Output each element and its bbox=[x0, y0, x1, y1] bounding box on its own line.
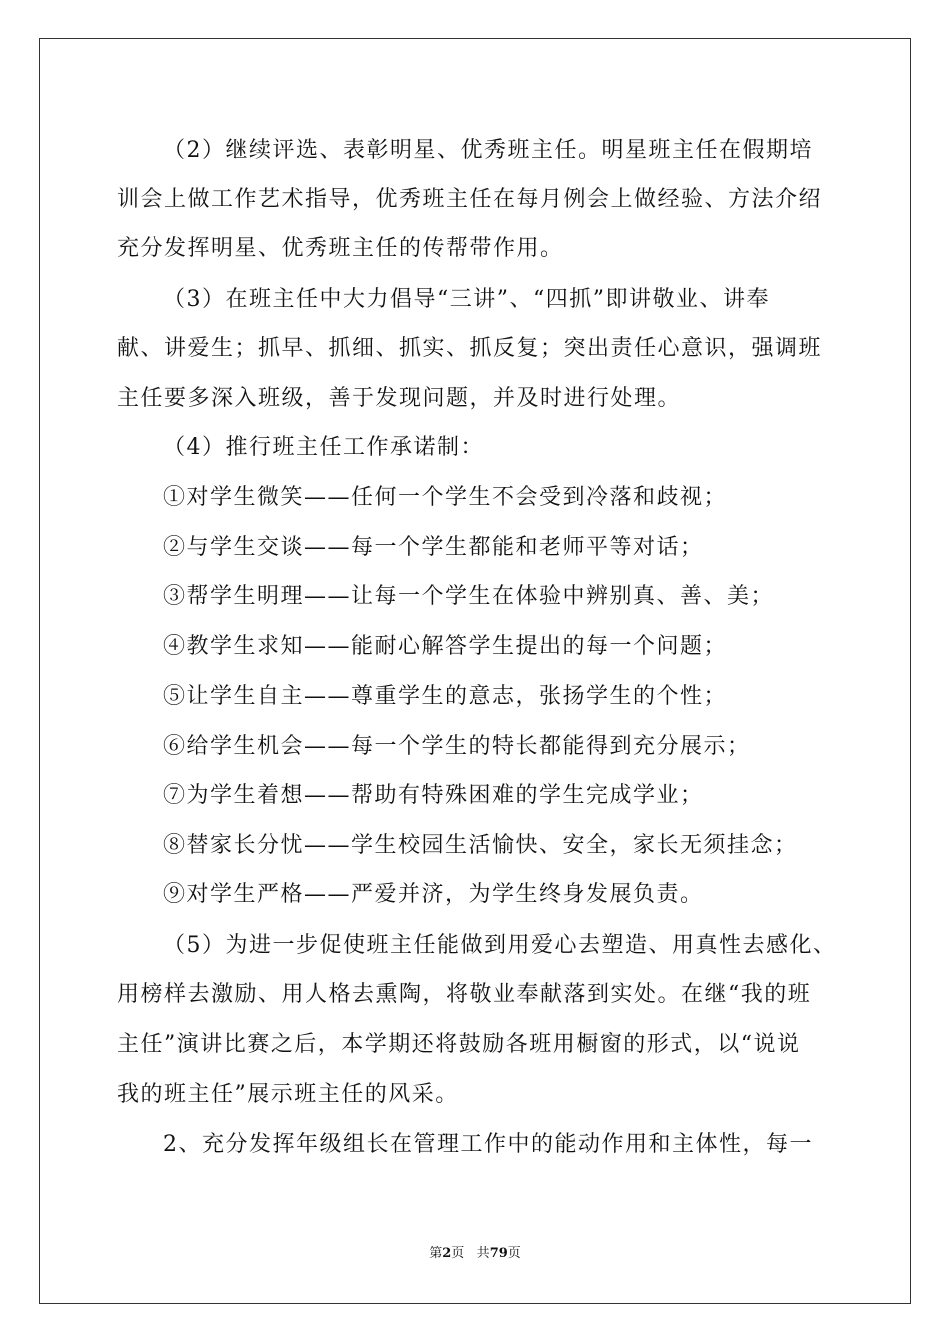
list-item: ⑦为学生着想——帮助有特殊困难的学生完成学业； bbox=[163, 783, 704, 808]
total-prefix: 共 bbox=[476, 1246, 490, 1261]
paragraph-line: （3）在班主任中大力倡导“三讲”、“四抓”即讲敬业、讲奉 bbox=[163, 287, 770, 312]
total-pages: 79 bbox=[489, 1246, 508, 1261]
paragraph-line: 2、充分发挥年级组长在管理工作中的能动作用和主体性，每一 bbox=[163, 1132, 813, 1157]
paragraph-line: （2）继续评选、表彰明星、优秀班主任。明星班主任在假期培 bbox=[163, 138, 813, 163]
paragraph-line: 主任要多深入班级，善于发现问题，并及时进行处理。 bbox=[117, 386, 682, 411]
page-suffix: 页 bbox=[451, 1246, 465, 1261]
page-footer bbox=[0, 1246, 950, 1262]
total-suffix: 页 bbox=[507, 1246, 521, 1261]
list-item: ⑨对学生严格——严爱并济，为学生终身发展负责。 bbox=[163, 882, 704, 907]
paragraph-line: （5）为进一步促使班主任能做到用爱心去塑造、用真性去感化、 bbox=[163, 933, 837, 958]
page-number: 2 bbox=[442, 1246, 452, 1261]
page-border bbox=[39, 38, 911, 1304]
paragraph-line: 主任”演讲比赛之后，本学期还将鼓励各班用橱窗的形式，以“说说 bbox=[117, 1032, 801, 1057]
paragraph-line: 用榜样去激励、用人格去熏陶，将敬业奉献落到实处。在继“我的班 bbox=[117, 982, 812, 1007]
paragraph-line: 训会上做工作艺术指导，优秀班主任在每月例会上做经验、方法介绍 bbox=[117, 187, 823, 212]
list-item: ④教学生求知——能耐心解答学生提出的每一个问题； bbox=[163, 634, 728, 659]
list-item: ⑤让学生自主——尊重学生的意志，张扬学生的个性； bbox=[163, 684, 728, 709]
list-item: ⑧替家长分忧——学生校园生活愉快、安全，家长无须挂念； bbox=[163, 833, 798, 858]
list-item: ②与学生交谈——每一个学生都能和老师平等对话； bbox=[163, 535, 704, 560]
paragraph-line: 充分发挥明星、优秀班主任的传帮带作用。 bbox=[117, 236, 564, 261]
paragraph-line: 献、讲爱生；抓早、抓细、抓实、抓反复；突出责任心意识，强调班 bbox=[117, 336, 823, 361]
list-item: ③帮学生明理——让每一个学生在体验中辨别真、善、美； bbox=[163, 584, 775, 609]
paragraph-line: 我的班主任”展示班主任的风采。 bbox=[117, 1082, 459, 1107]
list-item: ①对学生微笑——任何一个学生不会受到冷落和歧视； bbox=[163, 485, 728, 510]
paragraph-line: （4）推行班主任工作承诺制： bbox=[163, 435, 484, 460]
list-item: ⑥给学生机会——每一个学生的特长都能得到充分展示； bbox=[163, 734, 751, 759]
page-prefix: 第 bbox=[429, 1246, 443, 1261]
